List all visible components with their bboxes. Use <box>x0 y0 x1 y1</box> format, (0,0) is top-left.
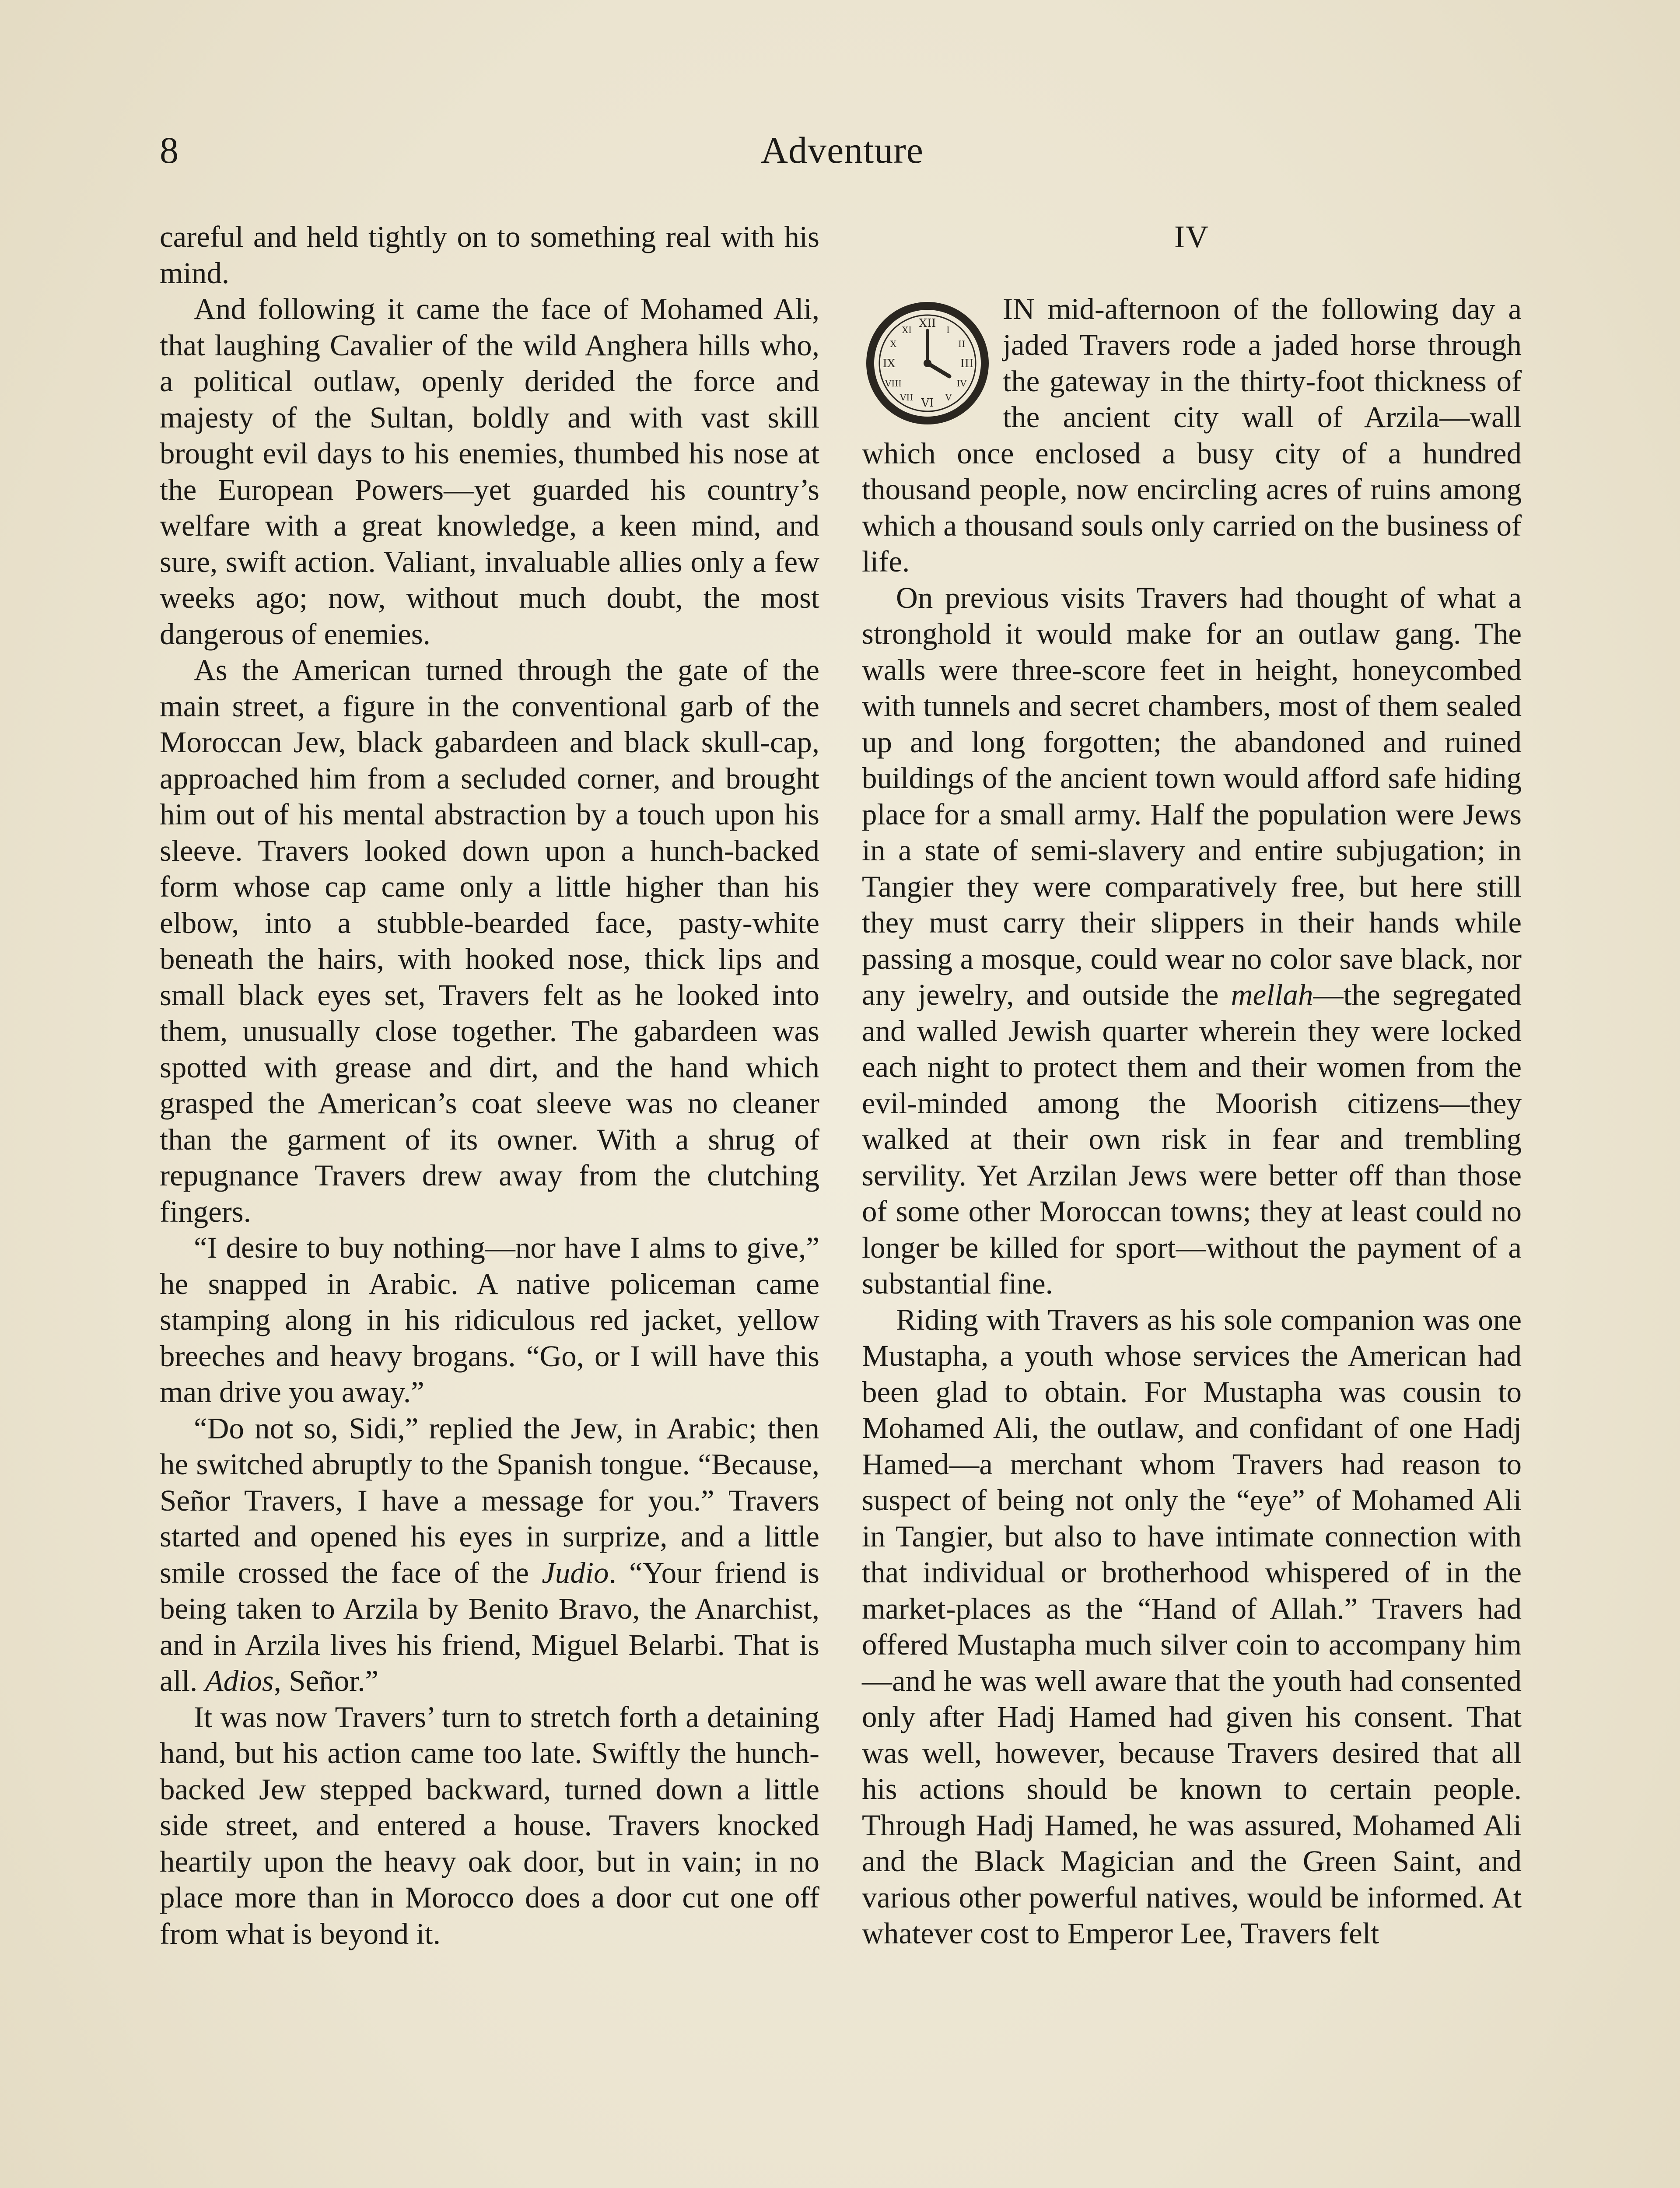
svg-text:VII: VII <box>900 392 914 403</box>
text-run: IN mid-afternoon of the following day a jaded Travers rode a jaded horse through the gateway in the thirty-foot thickness of the ancient city wall of Arzila—wall which once enclosed a busy city of a hundred thousand people, now encircling acres of ruins among which a thousand souls only carried on the business of life. <box>862 292 1522 578</box>
paragraph <box>862 580 1522 1302</box>
paragraph: It was now Travers’ turn to stretch forth a detaining hand, but his action came too late. Swiftly the hunch-backed Jew stepped backward, turned down a little side street, and entered a house. Travers knocked heartily upon the heavy oak door, but in vain; in no place more than in Morocco does a door cut one off from what is beyond it. <box>160 1700 819 1950</box>
svg-text:IV: IV <box>956 378 967 389</box>
paragraph-opening <box>862 291 1522 580</box>
text-run: , Señor.” <box>273 1664 379 1697</box>
italic-word: Judio <box>542 1556 609 1589</box>
running-title: Adventure <box>761 129 924 171</box>
italic-word: mellah <box>1231 978 1313 1011</box>
text-run: “Do not so, Sidi,” replied the Jew, in Arabic; then he switched abruptly to the Spanish tongue. “Because, Señor Travers, I have a message for you.” Travers started and opened his eyes in surprize, and a little smile crossed the face of the <box>160 1411 819 1589</box>
text-run: —the segregated and walled Jewish quarter wherein they were locked each night to protect them and their women from the evil-minded among the Moorish citizens—they walked at their own risk in fear and trembling servility. Yet Arzilan Jews were better off than those of some other Moroccan towns; they at least could no longer be killed for sport—without the payment of a substantial fine. <box>862 978 1522 1300</box>
svg-text:VIII: VIII <box>885 378 902 389</box>
paragraph: “I desire to buy nothing—nor have I alms to give,” he snapped in Arabic. A native policeman came stamping along in his ridiculous red jacket, yellow breeches and heavy brogans. “Go, or I will have this man drive you away.” <box>160 1231 819 1409</box>
italic-word: Adios <box>205 1664 274 1697</box>
svg-text:II: II <box>958 338 965 349</box>
paragraph: Riding with Travers as his sole companion was one Mustapha, a youth whose services the American had been glad to obtain. For Mustapha was cousin to Mohamed Ali, the outlaw, and confidant of one Hadj Hamed—a merchant whom Travers had reason to suspect of being not only the “eye” of Mohamed Ali in Tangier, but also to have intimate connection with that individual or brotherhood whispered of in the market-places as the “Hand of Allah.” Travers had offered Mustapha much silver coin to accompany him—and he was well aware that the youth had consented only after Hadj Hamed had given his consent. That was well, however, because Travers desired that all his actions should be known to certain people. Through Hadj Hamed, he was assured, Mohamed Ali and the Black Magician and the Green Saint, and various other powerful natives, would be informed. At whatever cost to Emperor Lee, Travers felt <box>862 1303 1522 1950</box>
svg-text:XI: XI <box>902 324 912 335</box>
right-column <box>862 219 1522 1952</box>
page-header <box>160 126 1525 183</box>
svg-text:I: I <box>946 324 950 335</box>
svg-text:XII: XII <box>919 316 936 330</box>
svg-text:X: X <box>890 338 897 349</box>
section-number: IV <box>1174 219 1209 254</box>
paragraph <box>160 1410 819 1699</box>
paragraph: And following it came the face of Mohamed Ali, that laughing Cavalier of the wild Anghera hills who, a political outlaw, openly derided the force and majesty of the Sultan, boldly and with vast skill brought evil days to his enemies, thumbed his nose at the European Powers—yet guarded his country’s welfare with a great knowledge, a keen mind, and sure, swift action. Valiant, invaluable allies only a few weeks ago; now, without much doubt, the most dangerous of enemies. <box>160 292 819 651</box>
svg-text:III: III <box>960 357 974 370</box>
left-column <box>160 219 819 1952</box>
page-number: 8 <box>160 129 178 171</box>
text-run: . “Your friend is being taken to Arzila by Benito Bravo, the Anarchist, and in Arzila lives his friend, Miguel Belarbi. That is all. <box>160 1556 819 1697</box>
svg-text:VI: VI <box>921 396 934 410</box>
paragraph: As the American turned through the gate of the main street, a figure in the conventional garb of the Moroccan Jew, black gabardeen and black skull-cap, approached him from a secluded corner, and brought him out of his mental abstraction by a touch upon his sleeve. Travers looked down upon a hunch-backed form whose cap came only a little higher than his elbow, into a stubble-bearded face, pasty-white beneath the hairs, with hooked nose, thick lips and small black eyes set, Travers felt as he looked into them, unusually close together. The gabardeen was spotted with grease and dirt, and the hand which grasped the American’s coat sleeve was no cleaner than the garment of its owner. With a shrug of repugnance Travers drew away from the clutching fingers. <box>160 653 819 1228</box>
svg-text:V: V <box>945 392 952 403</box>
text-run: On previous visits Travers had thought of what a stronghold it would make for an outlaw gang. The walls were three-score feet in height, honeycombed with tunnels and secret chambers, most of them sealed up and long forgotten; the abandoned and ruined buildings of the ancient town would afford safe hiding place for a small army. Half the population were Jews in a state of semi-slavery and entire subjugation; in Tangier they were comparatively free, but here still they must carry their slippers in their hands while passing a mosque, could wear no color save black, nor any jewelry, and outside the <box>862 581 1522 1011</box>
paragraph-continued: careful and held tightly on to something real with his mind. <box>160 220 819 290</box>
clock-icon <box>862 295 993 435</box>
svg-text:IX: IX <box>882 357 896 370</box>
